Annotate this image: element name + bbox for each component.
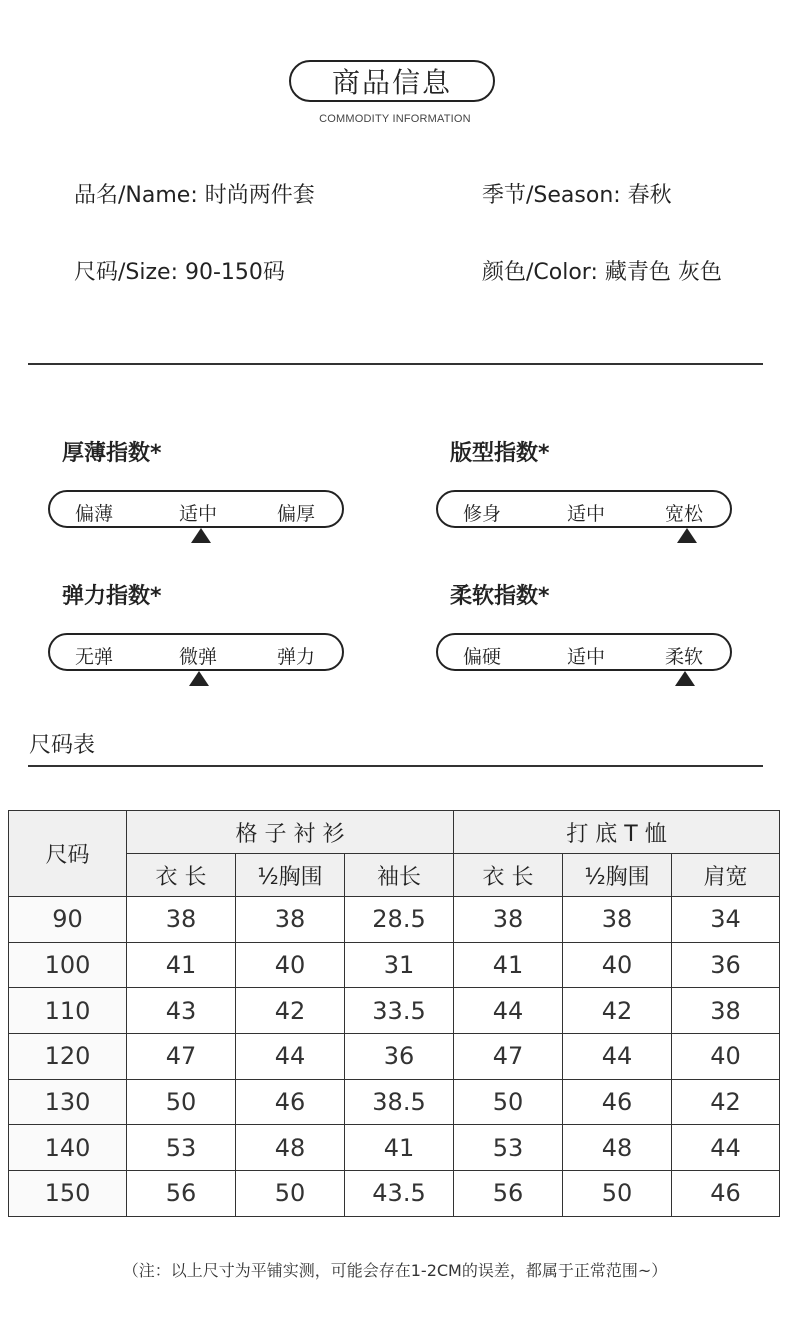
measurement-cell: 36 bbox=[345, 1034, 454, 1080]
fit-option: 宽松 bbox=[665, 503, 704, 525]
size-cell: 140 bbox=[9, 1125, 127, 1171]
measurement-cell: 44 bbox=[454, 988, 563, 1034]
measurement-cell: 46 bbox=[236, 1079, 345, 1125]
section-title: 商品信息 bbox=[331, 66, 452, 99]
table-row bbox=[9, 1034, 780, 1080]
measurement-cell: 50 bbox=[563, 1171, 672, 1217]
size-cell: 90 bbox=[9, 897, 127, 943]
fit-scale bbox=[436, 490, 732, 528]
softness-option: 柔软 bbox=[665, 646, 704, 668]
product-color: 颜色/Color: 藏青色 灰色 bbox=[482, 260, 722, 285]
measurement-cell: 56 bbox=[127, 1171, 236, 1217]
measurement-note: （注：以上尺寸为平铺实测，可能会存在1-2CM的误差，都属于正常范围~） bbox=[122, 1261, 668, 1280]
measurement-cell: 41 bbox=[127, 942, 236, 988]
measurement-cell: 34 bbox=[672, 897, 780, 943]
table-row bbox=[9, 1125, 780, 1171]
tshirt-group-header: 打 底 T 恤 bbox=[454, 811, 780, 854]
measurement-cell: 38.5 bbox=[345, 1079, 454, 1125]
measurement-cell: 56 bbox=[454, 1171, 563, 1217]
measurement-cell: 43 bbox=[127, 988, 236, 1034]
thickness-option: 偏厚 bbox=[277, 503, 316, 525]
elasticity-scale bbox=[48, 633, 344, 671]
size-chart-body bbox=[9, 897, 780, 1217]
size-cell: 110 bbox=[9, 988, 127, 1034]
measurement-cell: 41 bbox=[454, 942, 563, 988]
measurement-cell: 36 bbox=[672, 942, 780, 988]
measurement-cell: 42 bbox=[672, 1079, 780, 1125]
measurement-cell: 53 bbox=[127, 1125, 236, 1171]
section-title-badge bbox=[289, 60, 495, 102]
size-cell: 150 bbox=[9, 1171, 127, 1217]
measurement-cell: 42 bbox=[563, 988, 672, 1034]
elasticity-option: 无弹 bbox=[75, 646, 114, 668]
measurement-cell: 46 bbox=[563, 1079, 672, 1125]
section-subtitle: COMMODITY INFORMATION bbox=[319, 113, 471, 125]
size-cell: 120 bbox=[9, 1034, 127, 1080]
measurement-cell: 38 bbox=[454, 897, 563, 943]
thickness-indicator-triangle-icon bbox=[191, 528, 211, 543]
measurement-cell: 28.5 bbox=[345, 897, 454, 943]
thickness-index-title: 厚薄指数* bbox=[62, 441, 162, 466]
softness-option: 适中 bbox=[567, 646, 606, 668]
product-season: 季节/Season: 春秋 bbox=[482, 183, 672, 208]
measurement-cell: 31 bbox=[345, 942, 454, 988]
size-chart-divider bbox=[28, 765, 763, 767]
product-size: 尺码/Size: 90-150码 bbox=[74, 260, 285, 285]
measurement-cell: 46 bbox=[672, 1171, 780, 1217]
table-row bbox=[9, 988, 780, 1034]
divider bbox=[28, 363, 763, 365]
measurement-cell: 44 bbox=[672, 1125, 780, 1171]
product-name: 品名/Name: 时尚两件套 bbox=[74, 183, 315, 208]
column-header: 衣 长 bbox=[454, 854, 563, 897]
measurement-cell: 41 bbox=[345, 1125, 454, 1171]
shirt-group-header: 格 子 衬 衫 bbox=[127, 811, 454, 854]
size-cell: 100 bbox=[9, 942, 127, 988]
measurement-cell: 42 bbox=[236, 988, 345, 1034]
measurement-cell: 48 bbox=[563, 1125, 672, 1171]
fit-index-title: 版型指数* bbox=[450, 441, 550, 466]
softness-indicator-triangle-icon bbox=[675, 671, 695, 686]
table-row bbox=[9, 897, 780, 943]
softness-scale bbox=[436, 633, 732, 671]
measurement-cell: 33.5 bbox=[345, 988, 454, 1034]
measurement-cell: 38 bbox=[127, 897, 236, 943]
measurement-cell: 38 bbox=[236, 897, 345, 943]
softness-index-title: 柔软指数* bbox=[450, 584, 550, 609]
column-header: 肩宽 bbox=[672, 854, 780, 897]
fit-option: 适中 bbox=[567, 503, 606, 525]
column-header: ½胸围 bbox=[563, 854, 672, 897]
measurement-cell: 38 bbox=[563, 897, 672, 943]
column-header: 衣 长 bbox=[127, 854, 236, 897]
column-header: ½胸围 bbox=[236, 854, 345, 897]
elasticity-indicator-triangle-icon bbox=[189, 671, 209, 686]
thickness-scale bbox=[48, 490, 344, 528]
measurement-cell: 50 bbox=[236, 1171, 345, 1217]
size-chart-table bbox=[8, 810, 780, 1217]
fit-indicator-triangle-icon bbox=[677, 528, 697, 543]
measurement-cell: 53 bbox=[454, 1125, 563, 1171]
thickness-option: 偏薄 bbox=[75, 503, 114, 525]
table-row bbox=[9, 1079, 780, 1125]
measurement-cell: 47 bbox=[127, 1034, 236, 1080]
measurement-cell: 40 bbox=[672, 1034, 780, 1080]
measurement-cell: 40 bbox=[563, 942, 672, 988]
measurement-cell: 38 bbox=[672, 988, 780, 1034]
column-header: 袖长 bbox=[345, 854, 454, 897]
elasticity-option: 弹力 bbox=[277, 646, 316, 668]
elasticity-option: 微弹 bbox=[179, 646, 218, 668]
measurement-cell: 43.5 bbox=[345, 1171, 454, 1217]
table-row bbox=[9, 942, 780, 988]
fit-option: 修身 bbox=[463, 503, 502, 525]
measurement-cell: 40 bbox=[236, 942, 345, 988]
size-chart-title: 尺码表 bbox=[29, 733, 96, 758]
measurement-cell: 47 bbox=[454, 1034, 563, 1080]
elasticity-index-title: 弹力指数* bbox=[62, 584, 162, 609]
measurement-cell: 48 bbox=[236, 1125, 345, 1171]
table-row bbox=[9, 1171, 780, 1217]
measurement-cell: 44 bbox=[563, 1034, 672, 1080]
thickness-option: 适中 bbox=[179, 503, 218, 525]
measurement-cell: 50 bbox=[127, 1079, 236, 1125]
softness-option: 偏硬 bbox=[463, 646, 502, 668]
size-cell: 130 bbox=[9, 1079, 127, 1125]
measurement-cell: 44 bbox=[236, 1034, 345, 1080]
size-header: 尺码 bbox=[9, 811, 127, 897]
measurement-cell: 50 bbox=[454, 1079, 563, 1125]
